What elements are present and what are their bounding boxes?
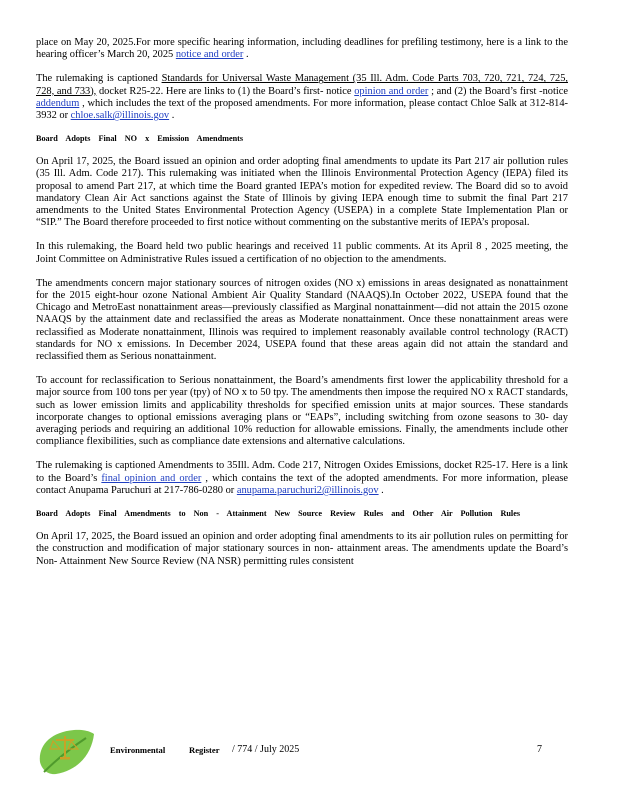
page-number: 7 — [537, 744, 542, 755]
nsr-section-heading: Board Adopts Final Amendments to Non - Attainment New Source Review Rules and Other Air Pollution Rules — [36, 509, 521, 519]
document-body — [36, 37, 568, 580]
notice-and-order-link[interactable]: notice and order — [175, 49, 244, 61]
issue-info: / 774 / July 2025 — [232, 744, 300, 755]
nox-reclassification-paragraph: To account for reclassification to Serious nonattainment, the Board’s amendments first lower the applicability threshold for a major source from 100 tons per year (tpy) of NO x to 50 tpy. The amendments then impose the required NO x RACT standards, such as lower emission limits and applicability thresholds for specified emission units at major sources. These standards incorporate changes to optional emissions averaging plans or “EAPs”, including switching from ozone seasons to 30- day averaging periods and requiring an additional 10% reduction for allowable emissions. Finally, the amendments include other compliance flexibilities, such as compliance date extensions and alternative calculations. — [36, 375, 568, 448]
opinion-and-order-link[interactable]: opinion and order — [354, 85, 429, 97]
chloe-email-link[interactable]: chloe.salk@illinois.gov — [70, 110, 170, 122]
hearing-paragraph: place on May 20, 2025.For more specific hearing information, including deadlines for prefiling testimony, here is a link to the hearing officer’s March 20, 2025 notice and order . — [36, 37, 568, 61]
nox-intro-paragraph: On April 17, 2025, the Board issued an opinion and order adopting final amendments to update its Part 217 air pollution rules (35 Ill. Adm. Code 217). This rulemaking was initiated when the Illinois Environmental Protection Agency (IEPA) filed its proposal to amend Part 217, at which time the Board granted IEPA’s motion for expedited review. The Board did so to avoid mandatory Clean Air Act sanctions against the State of Illinois by giving IEPA enough time to submit the final Part 217 amendments to the United States Environmental Protection Agency (USEPA) in a complete State Implementation Plan or “SIP.” The Board therefore proceeded to first notice without commenting on the substantive merits of IEPA’s proposal. — [36, 156, 568, 229]
nsr-intro-paragraph: On April 17, 2025, the Board issued an opinion and order adopting final amendments to its air pollution rules on permitting for the construction and modification of major stationary sources in non- attainment areas. The amendments update the Board’s Non- Attainment New Source Review (NA NSR) permitting rules consistent — [36, 531, 568, 567]
nox-caption-paragraph: The rulemaking is captioned Amendments to 35Ill. Adm. Code 217, Nitrogen Oxides Emissions, docket R25-17. Here is a link to the Board’s final opinion and order , which contains the text of the adopted amendments. For more information, please contact Anupama Paruchuri at 217-786-0280 or anupama.paruchuri2@illinois.gov . — [36, 460, 568, 496]
nox-amendments-paragraph: The amendments concern major stationary sources of nitrogen oxides (NO x) emissions in areas designated as nonattainment for the 2015 eight-hour ozone National Ambient Air Quality Standard (NAAQS).In October 2022, USEPA found that the Chicago and MetroEast nonattainment areas—previously classified as Marginal nonattainment—did not attain the 2015 ozone NAAQS by the attainment date and reclassified the areas as Moderate nonattainment. Once these nonattainment areas were reclassified as Moderate nonattainment, Illinois was required to implement reasonably available control technology (RACT) standards for NO x emissions. In December 2024, USEPA found that these areas again did not attain the standard and reclassified them as Serious nonattainment. — [36, 277, 568, 363]
rulemaking-caption: Standards for Universal Waste Management (35 Ill. Adm. Code Parts 703, 720, 721, 724, 725, 728, and 733), — [36, 73, 568, 97]
nox-hearings-paragraph: In this rulemaking, the Board held two public hearings and received 11 public comments. At its April 8 , 2025 meeting, the Joint Committee on Administrative Rules issued a certification of no objection to the amendments. — [36, 241, 568, 265]
anupama-email-link[interactable]: anupama.paruchuri2@illinois.gov — [236, 484, 379, 496]
page-footer — [0, 728, 618, 788]
final-opinion-and-order-link[interactable]: final opinion and order — [101, 472, 202, 484]
nox-section-heading: Board Adopts Final NO x Emission Amendments — [36, 134, 244, 144]
register-label: Register — [189, 745, 220, 755]
universal-waste-paragraph: The rulemaking is captioned Standards for Universal Waste Management (35 Ill. Adm. Code Parts 703, 720, 721, 724, 725, 728, and 733), docket R25-22. Here are links to (1) the Board’s first- notice opinion and order ; and (2) the Board’s first -notice addendum , which includes the text of the proposed amendments. For more information, please contact Chloe Salk at 312-814-3932 or chloe.salk@illinois.gov . — [36, 73, 568, 122]
addendum-link[interactable]: addendum — [36, 97, 80, 109]
publication-name: Environmental — [110, 745, 166, 755]
leaf-scales-logo-icon — [34, 728, 98, 780]
